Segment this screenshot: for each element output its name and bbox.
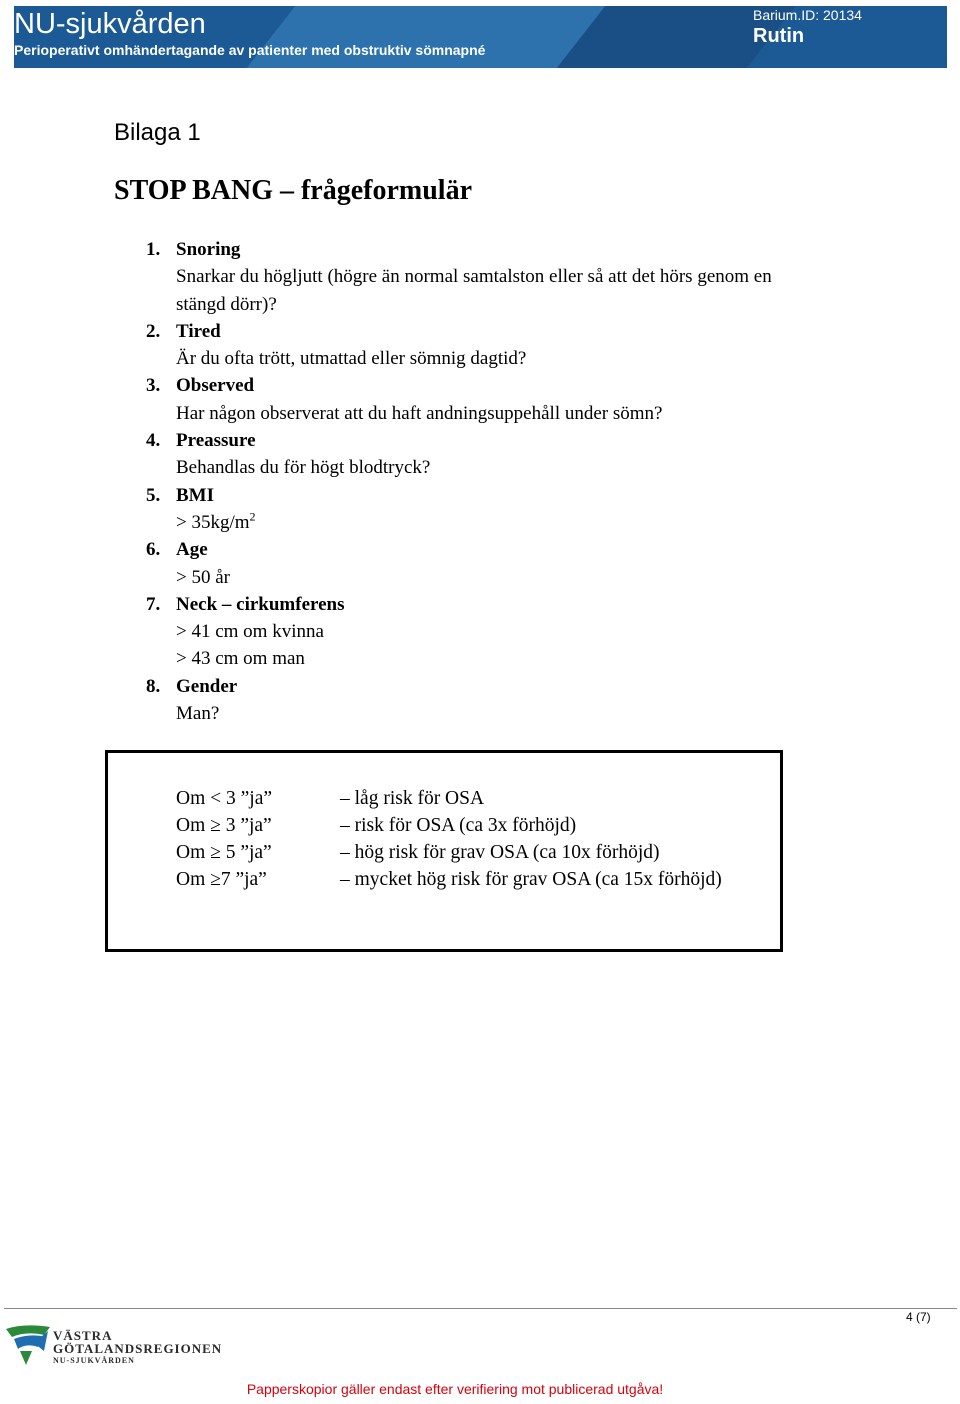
superscript: 2 (249, 509, 256, 524)
question-text: Behandlas du för högt blodtryck? (176, 457, 431, 479)
list-item (146, 536, 846, 591)
list-item (146, 236, 846, 318)
risk-row (176, 812, 576, 839)
footer-divider (4, 1308, 957, 1309)
bmi-threshold: > 35kg/m (176, 511, 250, 533)
risk-row (176, 866, 722, 893)
list-item (146, 427, 846, 482)
question-title: Tired (176, 320, 221, 342)
page-number: 4 (7) (906, 1310, 931, 1324)
region-logo (53, 1329, 222, 1366)
barium-id: Barium.ID: 20134 (753, 7, 862, 23)
logo-text: GÖTALANDSREGIONEN (53, 1341, 223, 1356)
question-number: 4. (146, 430, 161, 452)
question-text: Är du ofta trött, utmattad eller sömnig dagtid? (176, 348, 527, 370)
list-item (146, 482, 846, 537)
risk-result: – låg risk för OSA (340, 788, 485, 809)
question-title: Snoring (176, 239, 241, 260)
question-title: BMI (176, 484, 214, 506)
question-number: 6. (146, 539, 161, 561)
list-item (146, 318, 846, 373)
question-text (176, 509, 846, 536)
question-text: > 41 cm om kvinna (176, 621, 324, 643)
question-text: stängd dörr)? (176, 293, 277, 315)
list-item (146, 372, 846, 427)
risk-result: – risk för OSA (ca 3x förhöjd) (340, 815, 577, 836)
risk-result: – hög risk för grav OSA (ca 10x förhöjd) (340, 842, 660, 863)
question-title: Observed (176, 375, 255, 397)
question-list (146, 236, 846, 727)
list-item (146, 673, 846, 728)
risk-condition: Om ≥ 3 ”ja” (176, 815, 272, 836)
page-title: STOP BANG – frågeformulär (114, 175, 473, 206)
logo-text: NU-SJUKVÅRDEN (53, 1356, 135, 1365)
question-text: Man? (176, 703, 220, 725)
question-title: Preassure (176, 430, 256, 452)
risk-result: – mycket hög risk för grav OSA (ca 15x förhöjd) (340, 869, 722, 890)
document-type: Rutin (753, 25, 805, 47)
question-number: 1. (146, 239, 161, 260)
question-text: > 50 år (176, 566, 230, 588)
question-title: Gender (176, 675, 238, 697)
document-subtitle: Perioperativt omhändertagande av patienter med obstruktiv sömnapné (14, 42, 486, 58)
organization-name: NU-sjukvården (14, 8, 206, 40)
question-number: 3. (146, 375, 161, 397)
logo-text: VÄSTRA (53, 1328, 113, 1343)
risk-condition: Om < 3 ”ja” (176, 788, 273, 809)
copy-notice: Papperskopior gäller endast efter verifiering mot publicerad utgåva! (246, 1381, 664, 1397)
question-number: 7. (146, 593, 161, 615)
question-title: Neck – cirkumferens (176, 593, 345, 615)
appendix-label: Bilaga 1 (114, 119, 201, 146)
question-title: Age (176, 539, 208, 561)
risk-condition: Om ≥7 ”ja” (176, 869, 267, 890)
risk-condition: Om ≥ 5 ”ja” (176, 842, 272, 863)
risk-row (176, 839, 660, 866)
question-number: 2. (146, 320, 161, 342)
risk-score-box (105, 750, 783, 952)
risk-row (176, 785, 484, 812)
question-text: > 43 cm om man (176, 648, 305, 670)
question-number: 5. (146, 484, 161, 506)
question-text: Har någon observerat att du haft andningsuppehåll under sömn? (176, 402, 663, 424)
list-item (146, 591, 846, 673)
document-header (14, 6, 947, 68)
question-text: Snarkar du högljutt (högre än normal samtalston eller så att det hörs genom en (176, 266, 772, 288)
question-number: 8. (146, 675, 161, 697)
